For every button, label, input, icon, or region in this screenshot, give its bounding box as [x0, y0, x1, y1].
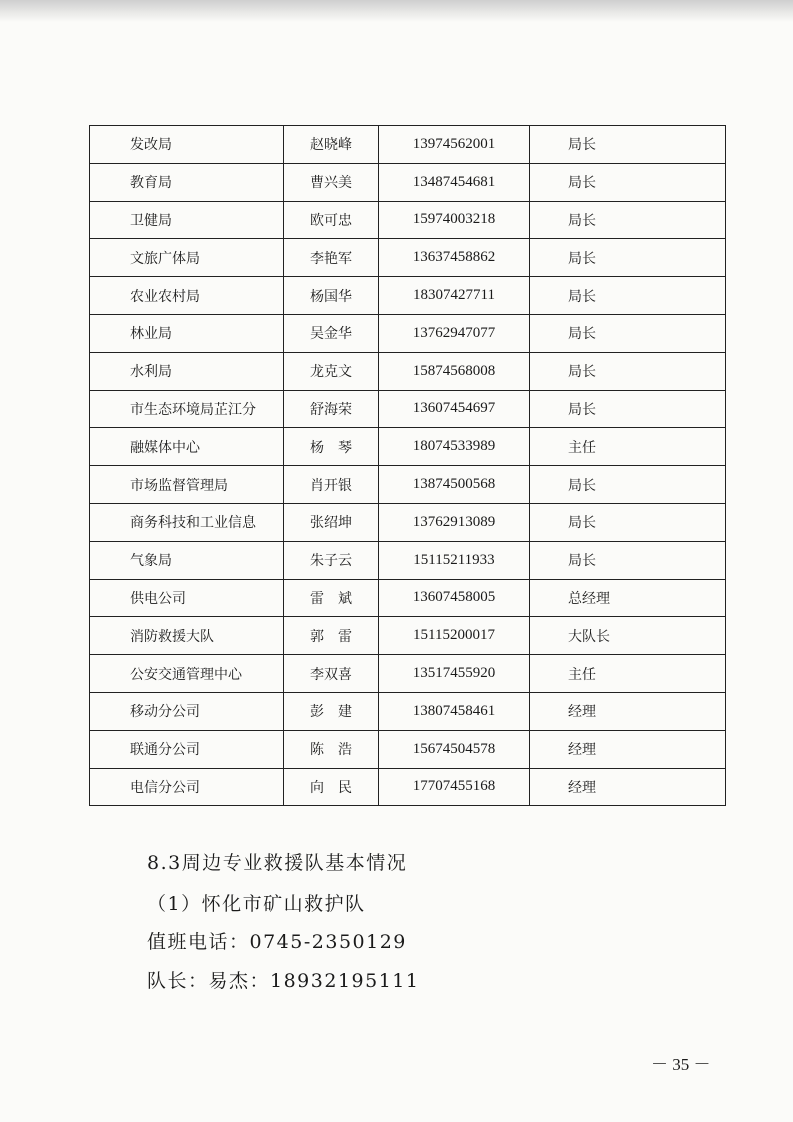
contact-name-cell: 陈 浩: [284, 730, 379, 768]
phone-cell: 13807458461: [379, 692, 530, 730]
table-row: [90, 692, 726, 730]
contact-name-cell: 曹兴美: [284, 163, 379, 201]
table-row: [90, 390, 726, 428]
position-cell: 经理: [530, 768, 726, 806]
contact-table: [89, 125, 726, 806]
contact-name-cell: 李艳军: [284, 239, 379, 277]
table-row: [90, 163, 726, 201]
position-cell: 经理: [530, 692, 726, 730]
department-cell: 消防救援大队: [90, 617, 284, 655]
position-cell: 局长: [530, 541, 726, 579]
phone-cell: 13487454681: [379, 163, 530, 201]
department-cell: 联通分公司: [90, 730, 284, 768]
contact-name-cell: 杨国华: [284, 277, 379, 315]
position-cell: 大队长: [530, 617, 726, 655]
position-cell: 局长: [530, 201, 726, 239]
contact-name-cell: 李双喜: [284, 655, 379, 693]
phone-cell: 13974562001: [379, 126, 530, 164]
phone-cell: 18074533989: [379, 428, 530, 466]
position-cell: 局长: [530, 163, 726, 201]
page-number: － 35 －: [651, 1055, 711, 1074]
phone-cell: 13607458005: [379, 579, 530, 617]
phone-cell: 13517455920: [379, 655, 530, 693]
position-cell: 经理: [530, 730, 726, 768]
table-row: [90, 314, 726, 352]
phone-cell: 15115211933: [379, 541, 530, 579]
department-cell: 市生态环境局芷江分: [90, 390, 284, 428]
position-cell: 局长: [530, 390, 726, 428]
phone-cell: 13637458862: [379, 239, 530, 277]
table-row: [90, 126, 726, 164]
table-row: [90, 655, 726, 693]
scan-edge-shadow: [0, 0, 793, 22]
position-cell: 主任: [530, 655, 726, 693]
department-cell: 发改局: [90, 126, 284, 164]
contact-name-cell: 郭 雷: [284, 617, 379, 655]
phone-cell: 13762913089: [379, 503, 530, 541]
department-cell: 水利局: [90, 352, 284, 390]
table-row: [90, 617, 726, 655]
position-cell: 局长: [530, 126, 726, 164]
position-cell: 局长: [530, 239, 726, 277]
department-cell: 农业农村局: [90, 277, 284, 315]
contact-name-cell: 杨 琴: [284, 428, 379, 466]
contact-name-cell: 舒海荣: [284, 390, 379, 428]
table-row: [90, 352, 726, 390]
contact-name-cell: 肖开银: [284, 466, 379, 504]
phone-cell: 13762947077: [379, 314, 530, 352]
duty-phone: 值班电话：0745-2350129: [147, 931, 407, 953]
contact-name-cell: 龙克文: [284, 352, 379, 390]
department-cell: 文旅广体局: [90, 239, 284, 277]
department-cell: 气象局: [90, 541, 284, 579]
position-cell: 局长: [530, 277, 726, 315]
table-row: [90, 239, 726, 277]
phone-cell: 17707455168: [379, 768, 530, 806]
table-row: [90, 201, 726, 239]
contact-name-cell: 向 民: [284, 768, 379, 806]
department-cell: 电信分公司: [90, 768, 284, 806]
phone-cell: 15115200017: [379, 617, 530, 655]
contact-table-body: [90, 126, 726, 806]
captain-contact: 队长：易杰：18932195111: [147, 970, 420, 992]
phone-cell: 13874500568: [379, 466, 530, 504]
department-cell: 林业局: [90, 314, 284, 352]
table-row: [90, 277, 726, 315]
department-cell: 移动分公司: [90, 692, 284, 730]
table-row: [90, 466, 726, 504]
table-row: [90, 579, 726, 617]
position-cell: 局长: [530, 352, 726, 390]
section-heading: 8.3周边专业救援队基本情况: [147, 852, 408, 874]
contact-name-cell: 吴金华: [284, 314, 379, 352]
table-row: [90, 730, 726, 768]
department-cell: 融媒体中心: [90, 428, 284, 466]
position-cell: 局长: [530, 466, 726, 504]
department-cell: 卫健局: [90, 201, 284, 239]
phone-cell: 15974003218: [379, 201, 530, 239]
phone-cell: 18307427711: [379, 277, 530, 315]
phone-cell: 15674504578: [379, 730, 530, 768]
department-cell: 公安交通管理中心: [90, 655, 284, 693]
contact-name-cell: 彭 建: [284, 692, 379, 730]
phone-cell: 15874568008: [379, 352, 530, 390]
contact-name-cell: 张绍坤: [284, 503, 379, 541]
department-cell: 市场监督管理局: [90, 466, 284, 504]
department-cell: 教育局: [90, 163, 284, 201]
contact-name-cell: 雷 斌: [284, 579, 379, 617]
team-name: （1）怀化市矿山救护队: [147, 893, 366, 915]
phone-cell: 13607454697: [379, 390, 530, 428]
position-cell: 局长: [530, 503, 726, 541]
table-row: [90, 768, 726, 806]
position-cell: 总经理: [530, 579, 726, 617]
table-row: [90, 541, 726, 579]
position-cell: 主任: [530, 428, 726, 466]
table-row: [90, 428, 726, 466]
contact-name-cell: 朱子云: [284, 541, 379, 579]
contact-name-cell: 欧可忠: [284, 201, 379, 239]
department-cell: 商务科技和工业信息: [90, 503, 284, 541]
department-cell: 供电公司: [90, 579, 284, 617]
contact-name-cell: 赵晓峰: [284, 126, 379, 164]
table-row: [90, 503, 726, 541]
position-cell: 局长: [530, 314, 726, 352]
